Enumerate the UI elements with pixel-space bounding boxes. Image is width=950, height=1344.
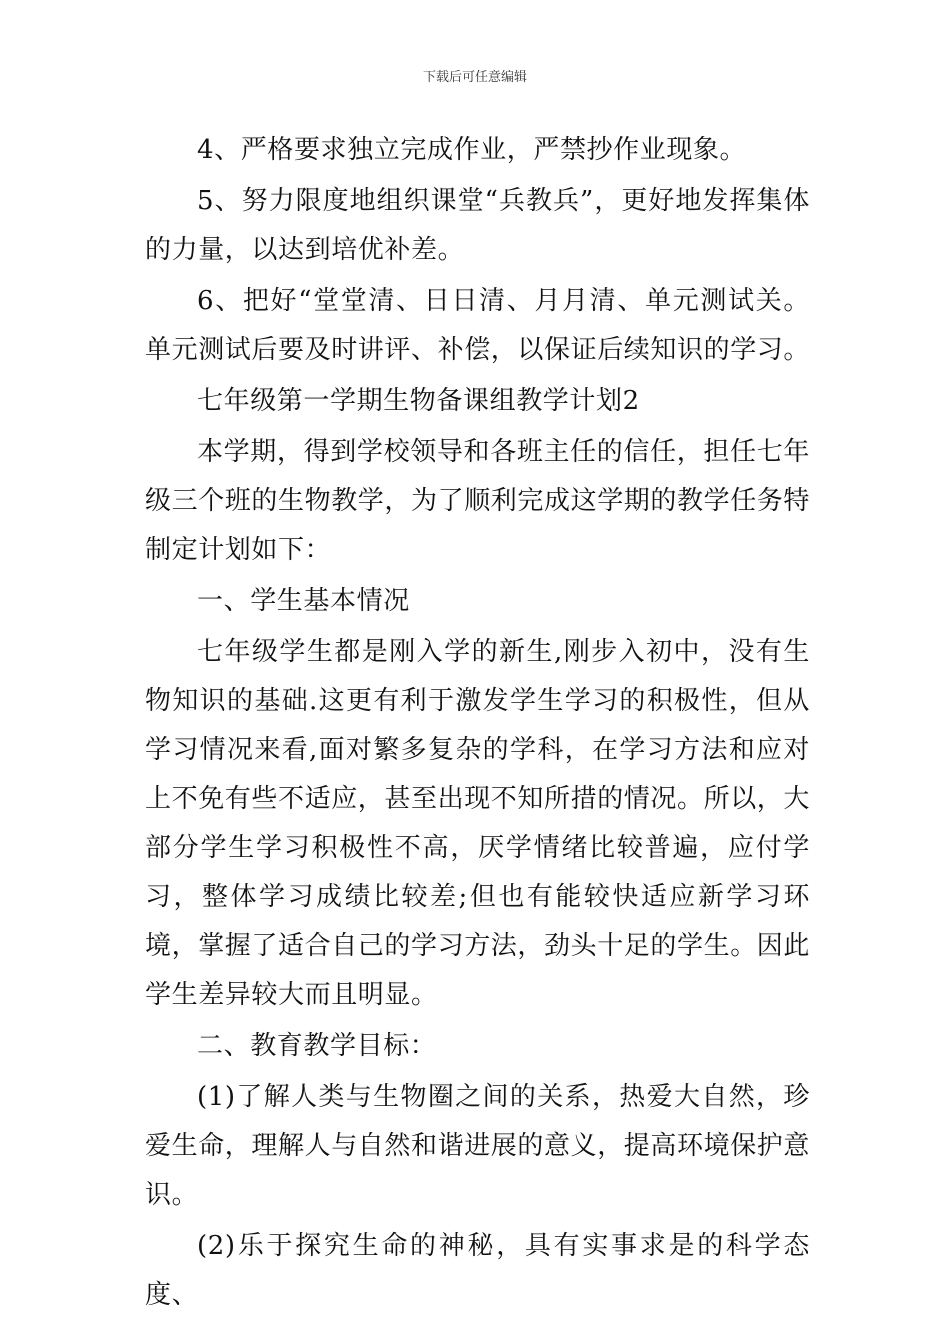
document-body (145, 126, 810, 1320)
paragraph-item-5: 5、努力限度地组织课堂“兵教兵”，更好地发挥集体的力量，以达到培优补差。 (145, 186, 810, 265)
section-title-plan-2: 七年级第一学期生物备课组教学计划2 (197, 386, 640, 416)
paragraph-item-4: 4、严格要求独立完成作业，严禁抄作业现象。 (197, 135, 747, 165)
heading-teaching-goals: 二、教育教学目标： (197, 1031, 437, 1061)
goal-item-2: (2)乐于探究生命的神秘，具有实事求是的科学态度、 (145, 1231, 810, 1310)
page-header-note: 下载后可任意编辑 (422, 70, 527, 85)
goal-item-1: (1)了解人类与生物圈之间的关系，热爱大自然，珍爱生命，理解人与自然和谐进展的意义，提高环境保护意识。 (145, 1082, 811, 1210)
student-situation-paragraph: 七年级学生都是刚入学的新生,刚步入初中，没有生物知识的基础.这更有利于激发学生学习的积极性，但从学习情况来看,面对繁多复杂的学科，在学习方法和应对上不免有些不适应，甚至出现不知所措的情况。所以，大部分学生学习积极性不高，厌学情绪比较普遍，应付学习，整体学习成绩比较差;但也有能较快适应新学习环境，掌握了适合自己的学习方法，劲头十足的学生。因此学生差异较大而且明显。 (145, 637, 811, 1010)
paragraph-item-6: 6、把好“堂堂清、日日清、月月清、单元测试关。单元测试后要及时讲评、补偿，以保证后续知识的学习。 (145, 286, 811, 365)
intro-paragraph: 本学期，得到学校领导和各班主任的信任，担任七年级三个班的生物教学，为了顺利完成这学期的教学任务特制定计划如下： (145, 437, 811, 565)
heading-student-situation: 一、学生基本情况 (197, 586, 410, 616)
